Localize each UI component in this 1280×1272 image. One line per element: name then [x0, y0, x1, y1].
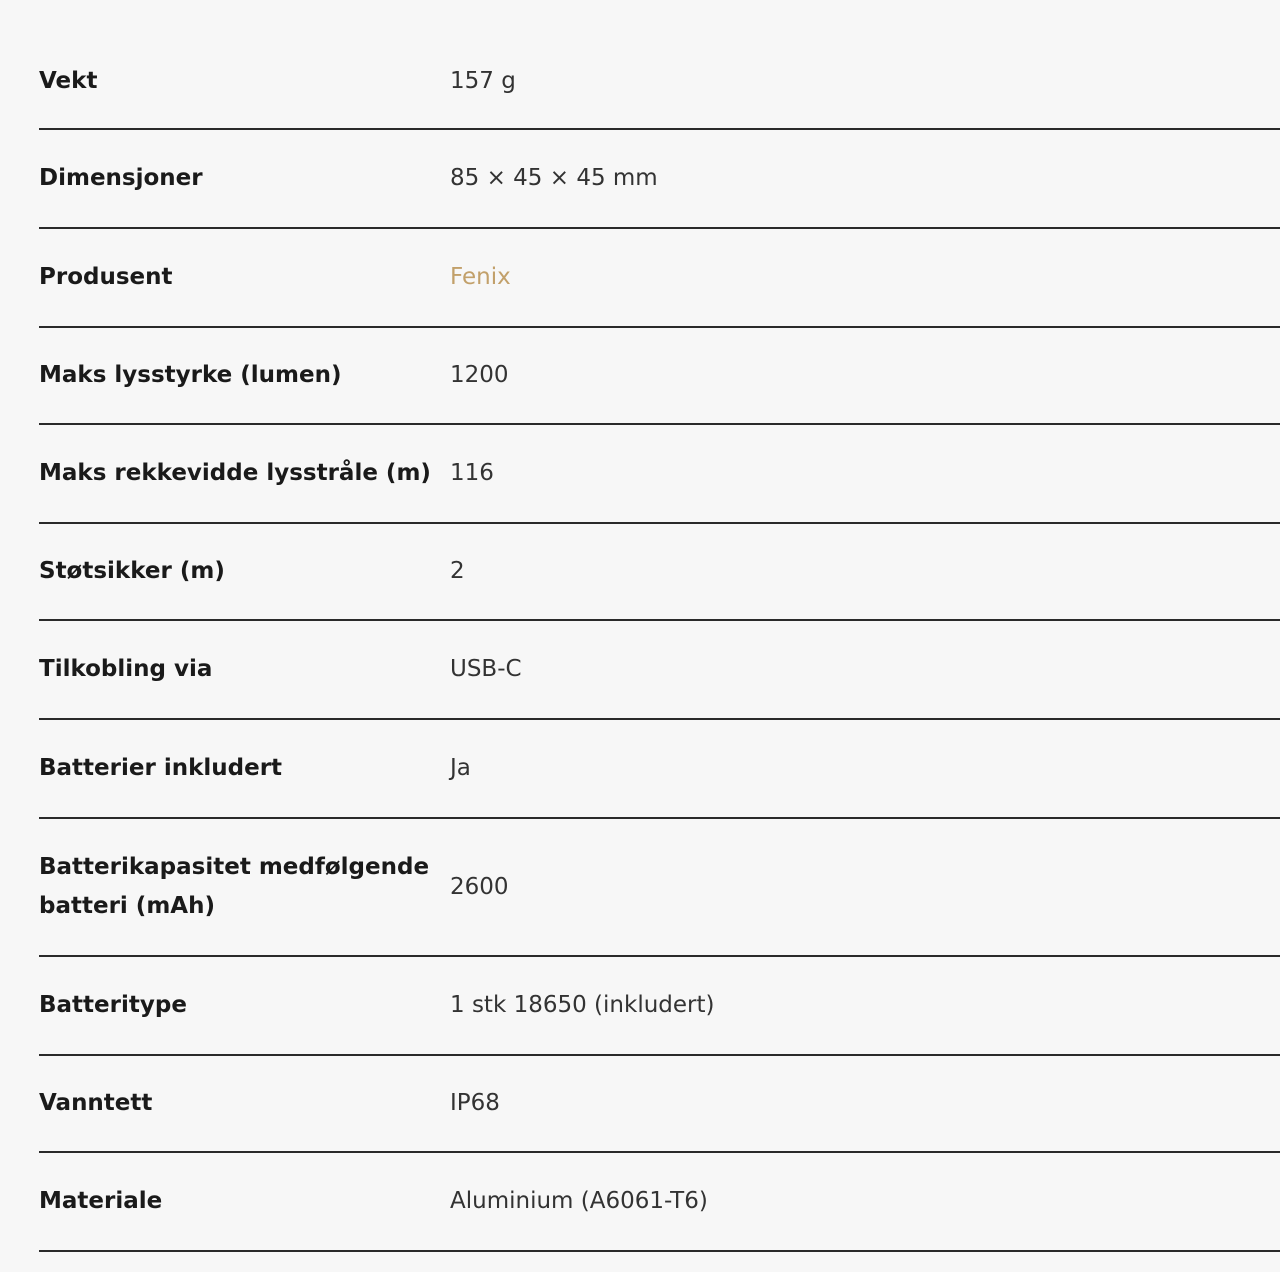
specifications-table [39, 34, 1280, 1252]
spec-row-beam-range [39, 425, 1280, 524]
spec-row-battery-capacity [39, 819, 1280, 957]
spec-label: Vanntett [39, 1090, 153, 1116]
spec-value: 1 stk 18650 (inkludert) [450, 992, 715, 1018]
spec-row-waterproof [39, 1056, 1280, 1153]
spec-row-manufacturer [39, 229, 1280, 328]
spec-row-weight [39, 34, 1280, 130]
spec-value: 2 [450, 558, 465, 584]
spec-value: 85 × 45 × 45 mm [450, 165, 658, 191]
spec-label: Dimensjoner [39, 165, 203, 191]
spec-value: Aluminium (A6061-T6) [450, 1188, 708, 1214]
spec-row-max-brightness [39, 328, 1280, 425]
spec-label: Tilkobling via [39, 656, 213, 682]
spec-value: 2600 [450, 873, 509, 900]
spec-label: Batterier inkludert [39, 755, 283, 781]
spec-value: 116 [450, 460, 494, 486]
spec-row-impact-resistance [39, 524, 1280, 621]
spec-label: Materiale [39, 1188, 163, 1214]
spec-row-batteries-included [39, 720, 1280, 819]
spec-value: 1200 [450, 362, 509, 388]
spec-row-material [39, 1153, 1280, 1252]
spec-label: Maks rekkevidde lysstråle (m) [39, 460, 431, 486]
spec-label: Batteritype [39, 992, 187, 1018]
spec-label: Produsent [39, 264, 173, 290]
spec-value: IP68 [450, 1090, 500, 1116]
spec-label: Støtsikker (m) [39, 558, 225, 584]
manufacturer-link[interactable]: Fenix [450, 264, 511, 290]
spec-value: Ja [450, 755, 471, 781]
spec-label: Vekt [39, 67, 98, 94]
spec-row-connection [39, 621, 1280, 720]
spec-row-battery-type [39, 957, 1280, 1056]
spec-row-dimensions [39, 130, 1280, 229]
spec-label: Batterikapasitet medfølgende batteri (mAh) [39, 854, 430, 919]
spec-label: Maks lysstyrke (lumen) [39, 362, 342, 388]
spec-value: USB-C [450, 656, 522, 682]
spec-value: 157 g [450, 67, 516, 94]
